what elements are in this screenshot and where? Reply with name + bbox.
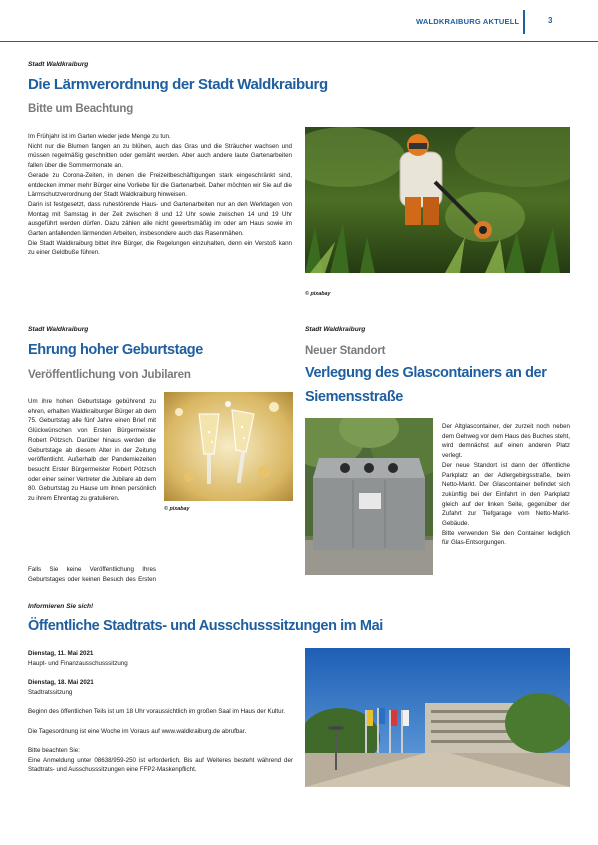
paragraph: Falls Sie keine Veröffentlichung Ihres Geburtstages oder keinen Besuch des Ersten	[28, 566, 156, 583]
meeting-date: Dienstag, 11. Mai 2021	[28, 650, 94, 657]
note-text: Eine Anmeldung unter 08638/959-250 ist erforderlich. Bis auf Weiteres besteht während der Stadtrats- und Ausschusssitzungen eine FFP2-Maskenpflicht.	[28, 756, 293, 774]
article-title: Die Lärmverordnung der Stadt Waldkraiburg	[28, 76, 328, 93]
photo-glass-container	[305, 418, 433, 575]
meeting-event: Stadtratssitzung	[28, 688, 73, 696]
image-credit: © pixabay	[164, 506, 190, 512]
article-subtitle: Neuer Standort	[305, 345, 386, 357]
page-number: 3	[548, 16, 553, 25]
note-heading: Bitte beachten Sie:	[28, 746, 80, 754]
article-subtitle: Bitte um Beachtung	[28, 103, 134, 115]
paragraph: Die Stadt Waldkraiburg bittet ihre Bürger, die Regelungen einzuhalten, denn ein Verstoß kann zu einer Geldbuße führen.	[28, 239, 292, 257]
article-subtitle: Veröffentlichung von Jubilaren	[28, 369, 191, 381]
publication-title: WALDKRAIBURG AKTUELL	[416, 17, 520, 26]
meeting-agenda-info: Die Tagesordnung ist eine Woche im Voraus auf www.waldkraiburg.de abrufbar.	[28, 727, 247, 735]
article-kicker: Stadt Waldkraiburg	[28, 61, 89, 68]
photo-champagne-glasses	[164, 392, 293, 501]
photo-gardener-trimmer	[305, 127, 570, 273]
meeting-info: Beginn des öffentlichen Teils ist um 18 Uhr voraussichtlich im großen Saal im Haus der Kultur.	[28, 708, 286, 716]
article-kicker: Informieren Sie sich!	[28, 603, 94, 610]
header-rule	[0, 41, 598, 42]
article-kicker: Stadt Waldkraiburg	[28, 326, 89, 333]
article-body-col1	[28, 397, 156, 504]
meeting-date: Dienstag, 18. Mai 2021	[28, 679, 94, 687]
article-title-line2: Siemensstraße	[305, 389, 403, 405]
photo-town-hall-square	[305, 648, 570, 787]
paragraph: Bitte verwenden Sie den Container lediglich für Glas-Entsorgungen.	[442, 529, 570, 547]
paragraph: Um ihre hohen Geburtstage gebührend zu ehren, erhalten Waldkraiburger Bürger ab dem 75. Geburtstag alle fünf Jahre einen Brief mit Glückwünschen von Ersten Bürgermeister Robert Pötzsch. Darüber hinaus werden die Geburtstage ab diesem Alter in der Zeitung veröffentlicht. Außerhalb der Pandemiezeiten besucht Erster Bürgermeister Robert Pötzsch oder einer seiner Vertreter die Jubilare ab dem 80. Geburtstag zu Hause um ihnen persönlich zu ihrem Ehrentag zu gratulieren.	[28, 398, 156, 503]
article-title-line1: Verlegung des Glascontainers an der	[305, 365, 547, 381]
image-credit: © pixabay	[305, 291, 331, 297]
article-title: Ehrung hoher Geburtstage	[28, 342, 203, 358]
paragraph: Im Frühjahr ist im Garten wieder jede Menge zu tun.	[28, 133, 171, 140]
header-separator	[523, 10, 525, 34]
paragraph: Darin ist festgesetzt, dass ruhestörende Haus- und Gartenarbeiten nur an den Werktagen von Montag mit Samstag in der Zeit zwischen 8 und 12 Uhr sowie zwischen 14 und 19 Uhr ausgeführt werden dürfen. Dazu zählen alle nicht gewerbsmäßig im oder am Haus sowie im Garten anfallenden lärmenden Arbeiten, insbesondere auch das Rasenmähen.	[28, 200, 292, 238]
article-body	[28, 132, 292, 258]
article-body-col1-end	[28, 565, 156, 585]
paragraph: Nicht nur die Blumen fangen an zu blühen, auch das Gras und die Sträucher wachsen und müssen regelmäßig geschnitten oder gemäht werden. Aber auch andere laute Gartenarbeiten fallen über die Sommermonate an.	[28, 142, 292, 170]
paragraph: Gerade zu Corona-Zeiten, in denen die Freizeitbeschäftigungen stark eingeschränkt sind, entdecken immer mehr Bürger eine Vorliebe für die Gartenarbeit. Daher möchten wir Sie auf die Lärmschutzverordnung der Stadt Waldkraiburg hinweisen.	[28, 171, 292, 199]
article-body	[442, 422, 570, 548]
meeting-event: Haupt- und Finanzausschusssitzung	[28, 659, 128, 667]
paragraph: Der neue Standort ist dann der öffentliche Parkplatz an der Adlergebirgsstraße, beim Netto-Markt. Der Glascontainer befindet sich zukünftig bei der Einfahrt in den Parkplatz gleich auf der linken Seite, gegenüber der Zufahrt zur Tiefgarage vom Netto-Markt-Gebäude.	[442, 461, 570, 528]
article-kicker: Stadt Waldkraiburg	[305, 326, 366, 333]
article-title: Öffentliche Stadtrats- und Ausschusssitzungen im Mai	[28, 618, 383, 634]
article-body	[28, 649, 293, 775]
paragraph: Der Altglascontainer, der zurzeit noch neben dem Gehweg vor dem Haus des Buches steht, wird demnächst auf einen anderen Platz verlegt.	[442, 423, 570, 460]
